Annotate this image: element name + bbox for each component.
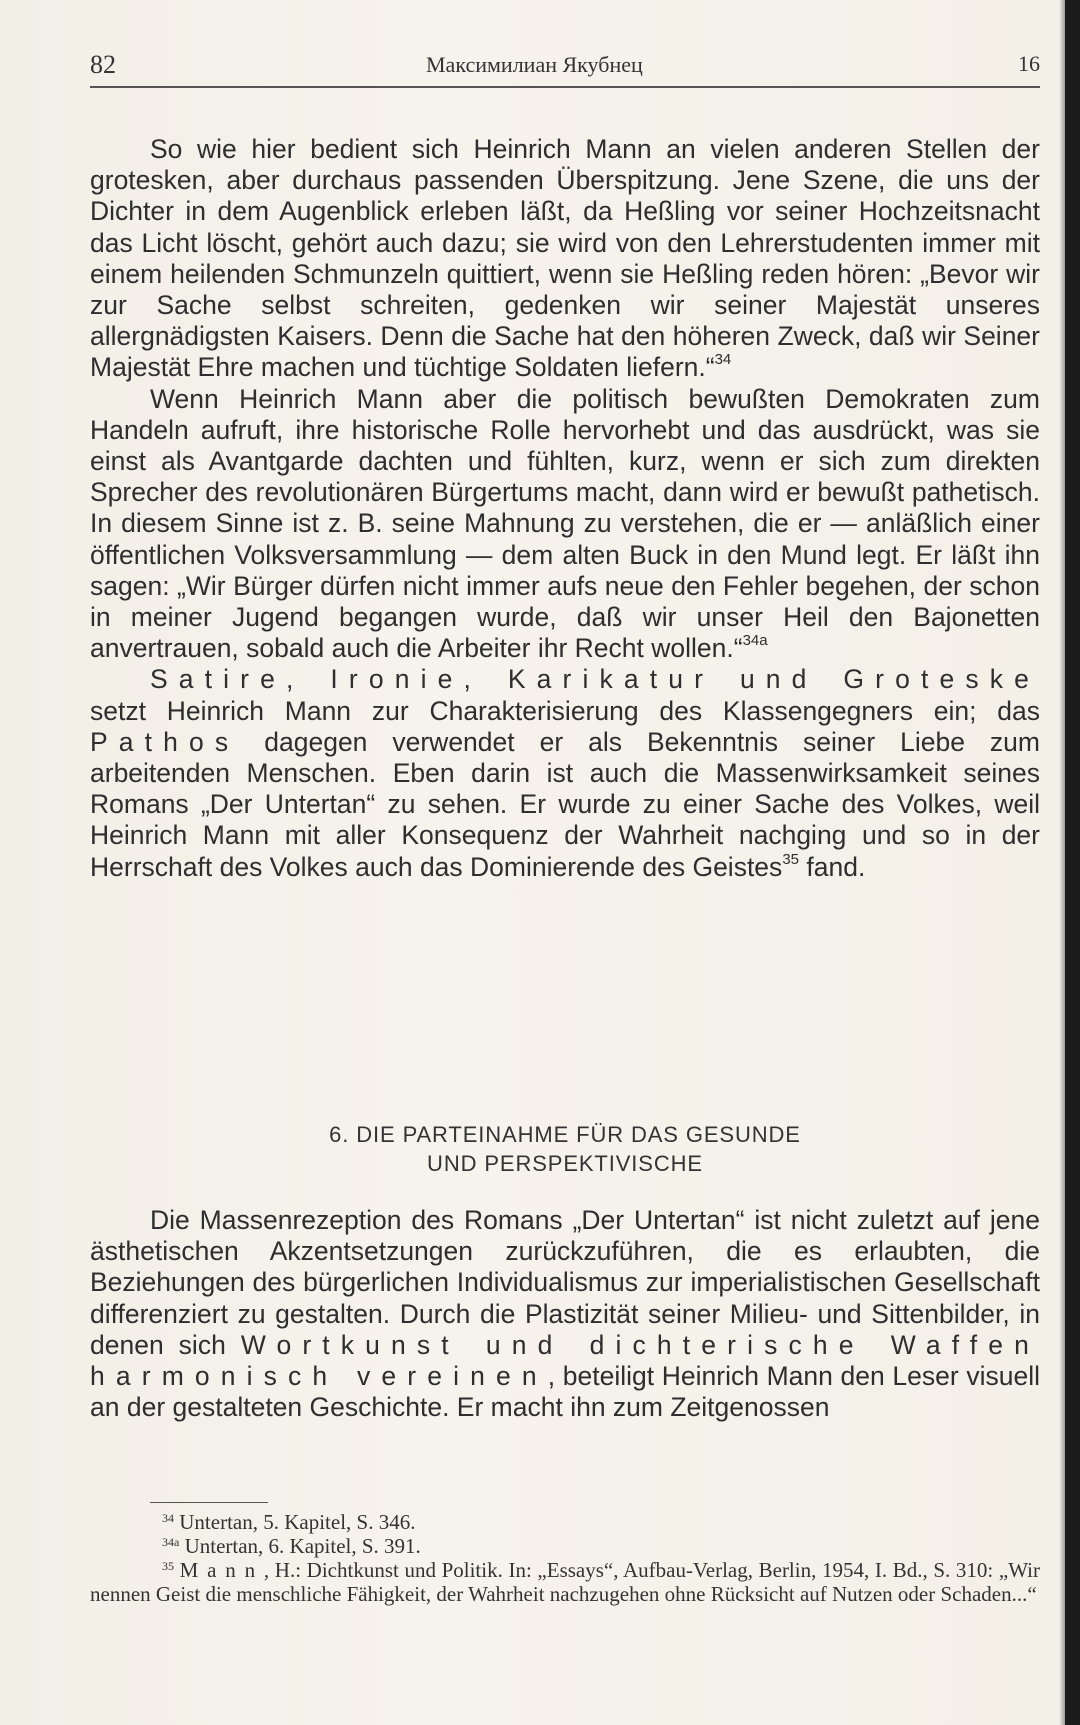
section-paragraph-1-text-a: Die Massenrezeption des Romans „Der Untertan“ ist nicht zuletzt auf jene ästhetischen Akzentsetzungen zurückzuführen, die es erlaubten, die Beziehungen des bürgerlichen Individualismus zur imperialistischen Gesellschaft differenziert zu gestalten. Durch die Plastizität seiner Milieu- und Sittenbilder, in denen sich: [90, 1205, 1040, 1360]
footnote-ref-34a: 34a: [742, 632, 768, 650]
footnotes: [90, 1510, 1040, 1606]
paragraph-3: [90, 664, 1040, 882]
footnote-34-mark: 34: [162, 1511, 174, 1525]
section-paragraph-1-text-b: , beteiligt Heinrich Mann den Leser visuell an der gestalteten Geschichte. Er macht ihn zum Zeitgenossen: [90, 1361, 1040, 1423]
footnote-35-text: , H.: Dichtkunst und Politik. In: „Essays“, Aufbau-Verlag, Berlin, 1954, I. Bd., S. 310: „Wir nennen Geist die menschliche Fähigkeit, der Wahrheit nachzugehen ohne Rücksicht auf Nutzen oder Schaden...“: [90, 1558, 1041, 1606]
folio-mark: 16: [1018, 51, 1040, 76]
footnote-ref-35: 35: [782, 850, 799, 868]
section-paragraph-1: [90, 1205, 1040, 1423]
paragraph-2: [90, 384, 1040, 665]
paragraph-3-text-b: dagegen verwendet er als Bekenntnis seiner Liebe zum arbeitenden Menschen. Eben darin ist auch die Massenwirksamkeit seines Romans „Der Untertan“ zu sehen. Er wurde zu einer Sache des Volkes, weil Heinrich Mann mit aller Konsequenz der Wahrheit nachging und so in der Herrschaft des Volkes auch das Dominierende des Geistes: [90, 726, 1040, 882]
footnote-35: [90, 1558, 1040, 1606]
footnote-35-author: Mann: [179, 1558, 264, 1582]
spaced-emphasis-pathos: Pathos: [90, 726, 240, 757]
header-rule: [90, 86, 1040, 88]
page-number: 82: [90, 50, 116, 79]
footnote-34a-text: Untertan, 6. Kapitel, S. 391.: [179, 1534, 421, 1558]
body-text: [90, 134, 1040, 883]
page-header: [90, 46, 1040, 86]
paragraph-2-text: Wenn Heinrich Mann aber die politisch bewußten Demokraten zum Handeln aufruft, ihre historische Rolle hervorhebt und das ausdrückt, was sie einst als Avantgarde dachten und fühlten, kurz, wenn er sich zum direkten Sprecher des revolutionären Bürgertums macht, dann wird er bewußt pathetisch. In diesem Sinne ist z. B. seine Mahnung zu verstehen, die er — anläßlich einer öffentlichen Volksversammlung — dem alten Buck in den Mund legt. Er läßt ihn sagen: „Wir Bürger dürfen nicht immer aufs neue den Fehler begehen, der schon in meiner Jugend begangen wurde, daß wir unser Heil den Bajonetten anvertrauen, sobald auch die Arbeiter ihr Recht wollen.“: [90, 383, 1040, 664]
section-heading-line-1: 6. DIE PARTEINAHME FÜR DAS GESUNDE: [329, 1122, 801, 1147]
section-text: [90, 1205, 1040, 1423]
footnote-ref-34: 34: [714, 351, 732, 369]
footnote-34a: [90, 1534, 1040, 1558]
footnote-rule: [150, 1502, 268, 1503]
section-heading: [90, 1120, 1040, 1178]
footnote-34-text: Untertan, 5. Kapitel, S. 346.: [174, 1510, 416, 1534]
paragraph-1-text: So wie hier bedient sich Heinrich Mann an vielen anderen Stellen der grotesken, aber durchaus passenden Überspitzung. Jene Szene, die uns der Dichter in dem Augenblick erleben läßt, da Heßling vor seiner Hochzeitsnacht das Licht löscht, gehört auch dazu; sie wird von den Lehrerstudenten immer mit einem heilenden Schmunzeln quittiert, wenn sie Heßling reden hören: „Bevor wir zur Sache selbst schreiten, gedenken wir seiner Majestät unseres allergnädigsten Kaisers. Denn die Sache hat den höheren Zweck, daß wir Seiner Majestät Ehre machen und tüchtige Soldaten liefern.“: [90, 134, 1040, 383]
paragraph-3-text-a: setzt Heinrich Mann zur Charakterisierung des Klassengegners ein; das: [90, 695, 1040, 726]
footnote-34a-mark: 34a: [162, 1535, 180, 1549]
footnote-34: [90, 1510, 1040, 1534]
footnote-35-mark: 35: [162, 1559, 174, 1573]
section-heading-line-2: UND PERSPEKTIVISCHE: [427, 1151, 703, 1176]
spaced-emphasis: Satire, Ironie, Karikatur und Groteske: [150, 664, 1040, 695]
running-title: Максимилиан Якубнец: [426, 52, 643, 77]
section-spaced-emphasis: Wortkunst und dichterische Waffen harmonisch vereinen: [90, 1329, 1040, 1392]
paragraph-1: [90, 134, 1040, 384]
paragraph-3-text-c: fand.: [799, 851, 866, 882]
book-binding-edge: [1065, 0, 1080, 1725]
